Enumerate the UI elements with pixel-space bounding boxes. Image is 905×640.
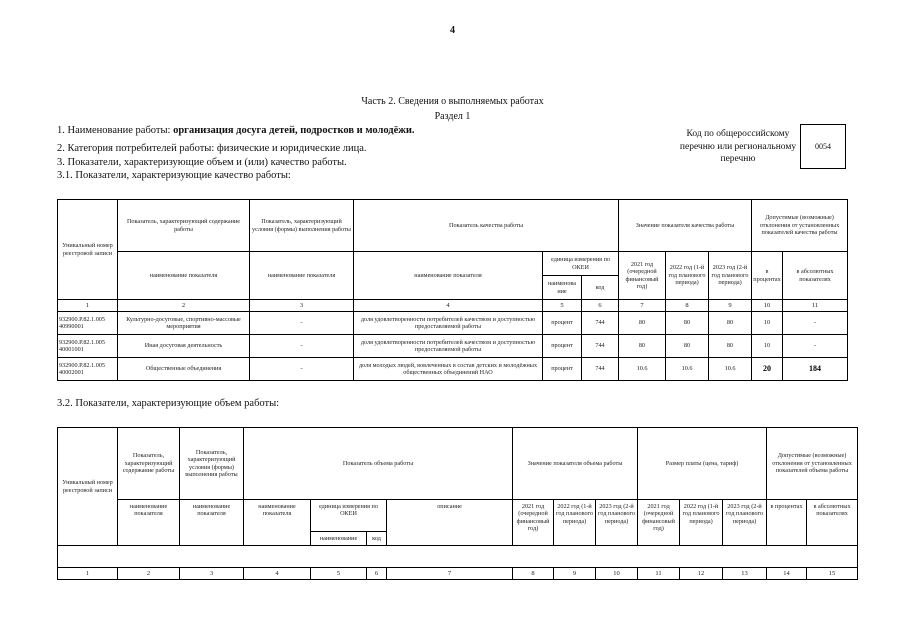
cell-id: 932900.Р.82.1.005 40001001	[58, 335, 118, 358]
h-pct: в процентах	[767, 500, 807, 546]
code-value: 0054	[815, 142, 831, 151]
cell-unit: процент	[543, 335, 582, 358]
part-title: Часть 2. Сведения о выполняемых работах	[361, 96, 544, 107]
h-2021: 2021 год (очередной финансовый год)	[513, 500, 554, 546]
code-label: Код по общероссийскому перечню или региональному перечню	[679, 129, 797, 164]
h-conditions: Показатель, характеризующий условия (формы) выполнения работы	[250, 200, 354, 252]
col-num: 9	[554, 568, 596, 580]
consumer-category: 2. Категория потребителей работы: физические и юридические лица.	[57, 143, 367, 154]
code-box	[800, 124, 846, 169]
h-abs: в абсолютных показателях	[783, 252, 848, 300]
col-num: 3	[250, 300, 354, 312]
col-num: 4	[354, 300, 543, 312]
h-content: Показатель, характеризующий содержание работы	[118, 428, 180, 500]
cell-pct: 10	[752, 335, 783, 358]
volume-heading: 3.2. Показатели, характеризующие объем работы:	[57, 398, 280, 409]
h-name-ind: наименование показателя	[118, 500, 180, 546]
h-2022: 2022 год (1-й год планового периода)	[666, 252, 709, 300]
h-unit: единица измерения по ОКЕИ	[543, 252, 619, 276]
cell-abs: -	[783, 312, 848, 335]
cell-id: 932900.Р.82.1.005 40990001	[58, 312, 118, 335]
h-fee: Размер платы (цена, тариф)	[638, 428, 767, 500]
cell-abs: -	[783, 335, 848, 358]
quality-table	[57, 199, 848, 381]
cell-2023: 80	[709, 312, 752, 335]
h-name-ind: наименование показателя	[118, 252, 250, 300]
col-num: 8	[666, 300, 709, 312]
h-deviation: Допустимые (возможные) отклонения от установленных показателей объема работы	[767, 428, 858, 500]
cell-cond: -	[250, 312, 354, 335]
h-unit-name: наименование	[311, 532, 367, 546]
h-fee-2022: 2022 год (1-й год планового периода)	[680, 500, 723, 546]
cell-2022: 80	[666, 312, 709, 335]
work-name-label: 1. Наименование работы:	[57, 125, 174, 136]
cell-2023: 10.6	[709, 358, 752, 381]
h-2023: 2023 год (2-й год планового периода)	[596, 500, 638, 546]
h-volume: Показатель объема работы	[244, 428, 513, 500]
h-unique: Уникальный номер реестровой записи	[58, 200, 118, 300]
h-conditions: Показатель, характеризующий условия (формы) выполнения работы	[180, 428, 244, 500]
indicators-line: 3. Показатели, характеризующие объем и (или) качество работы.	[57, 157, 347, 168]
section-title: Раздел 1	[434, 111, 471, 122]
h-unit-code: код	[367, 532, 387, 546]
cell-2021: 10.6	[619, 358, 666, 381]
cell-2022: 10.6	[666, 358, 709, 381]
cell-2021: 80	[619, 335, 666, 358]
col-num: 2	[118, 300, 250, 312]
col-num: 10	[596, 568, 638, 580]
col-num: 5	[543, 300, 582, 312]
col-num: 14	[767, 568, 807, 580]
h-unit: единица измерения по ОКЕИ	[311, 500, 387, 532]
table-row	[58, 335, 848, 358]
h-content: Показатель, характеризующий содержание работы	[118, 200, 250, 252]
cell-2023: 80	[709, 335, 752, 358]
h-name-ind: наименование показателя	[244, 500, 311, 546]
cell-content: Культурно-досуговые, спортивно-массовые мероприятия	[118, 312, 250, 335]
col-num: 8	[513, 568, 554, 580]
col-num: 3	[180, 568, 244, 580]
h-2022: 2022 год (1-й год планового периода)	[554, 500, 596, 546]
col-num: 2	[118, 568, 180, 580]
cell-content: Общественные объединения	[118, 358, 250, 381]
cell-id: 932900.Р.82.1.005 40002001	[58, 358, 118, 381]
h-2023: 2023 год (2-й год планового периода)	[709, 252, 752, 300]
col-num: 10	[752, 300, 783, 312]
cell-2021: 80	[619, 312, 666, 335]
h-unit-name: наименова ние	[543, 276, 582, 300]
cell-cond: -	[250, 358, 354, 381]
col-num: 15	[807, 568, 858, 580]
h-unit-code: код	[582, 276, 619, 300]
page-number: 4	[450, 25, 455, 36]
col-num: 4	[244, 568, 311, 580]
h-name-ind: наименование показателя	[180, 500, 244, 546]
cell-abs: 184	[783, 358, 848, 381]
h-deviation: Допустимые (возможные) отклонения от установленных показателей качества работы	[752, 200, 848, 252]
h-fee-2023: 2023 год (2-й год планового периода)	[723, 500, 767, 546]
cell-unit: процент	[543, 312, 582, 335]
h-value: Значение показателя объема работы	[513, 428, 638, 500]
cell-code: 744	[582, 335, 619, 358]
col-num: 6	[582, 300, 619, 312]
h-quality: Показатель качества работы	[354, 200, 619, 252]
quality-heading: 3.1. Показатели, характеризующие качество работы:	[57, 170, 291, 181]
h-value: Значение показателя качества работы	[619, 200, 752, 252]
cell-unit: процент	[543, 358, 582, 381]
col-num: 9	[709, 300, 752, 312]
col-num: 6	[367, 568, 387, 580]
cell-cond: -	[250, 335, 354, 358]
h-2021: 2021 год (очередной финансовый год)	[619, 252, 666, 300]
h-unique: Уникальный номер реестровой записи	[58, 428, 118, 546]
table-row	[58, 358, 848, 381]
h-name-ind: наименование показателя	[354, 252, 543, 300]
col-num: 7	[387, 568, 513, 580]
h-pct: в процентах	[752, 252, 783, 300]
volume-table	[57, 427, 858, 580]
cell-name: доля удовлетворенности потребителей качеством и доступностью предоставляемой работы	[354, 312, 543, 335]
cell-pct: 10	[752, 312, 783, 335]
h-fee-2021: 2021 год (очередной финансовый год)	[638, 500, 680, 546]
work-name-value: организация досуга детей, подростков и молодёжи.	[173, 125, 415, 136]
col-num: 13	[723, 568, 767, 580]
cell-code: 744	[582, 358, 619, 381]
cell-2022: 80	[666, 335, 709, 358]
cell-name: доля молодых людей, вовлеченных в состав детских и молодёжных общественных объединений НАО	[354, 358, 543, 381]
table-row	[58, 312, 848, 335]
h-name-ind: наименование показателя	[250, 252, 354, 300]
h-desc: описание	[387, 500, 513, 546]
cell-name: доля удовлетворенности потребителей качеством и доступностью предоставляемой работы	[354, 335, 543, 358]
col-num: 5	[311, 568, 367, 580]
col-num: 7	[619, 300, 666, 312]
work-name-line	[57, 125, 415, 136]
h-abs: в абсолютных показателях	[807, 500, 858, 546]
col-num: 11	[783, 300, 848, 312]
col-num: 1	[58, 568, 118, 580]
col-num: 11	[638, 568, 680, 580]
spacer-row	[58, 546, 858, 568]
col-num: 1	[58, 300, 118, 312]
cell-pct: 20	[752, 358, 783, 381]
cell-code: 744	[582, 312, 619, 335]
cell-content: Иная досуговая деятельность	[118, 335, 250, 358]
col-num: 12	[680, 568, 723, 580]
